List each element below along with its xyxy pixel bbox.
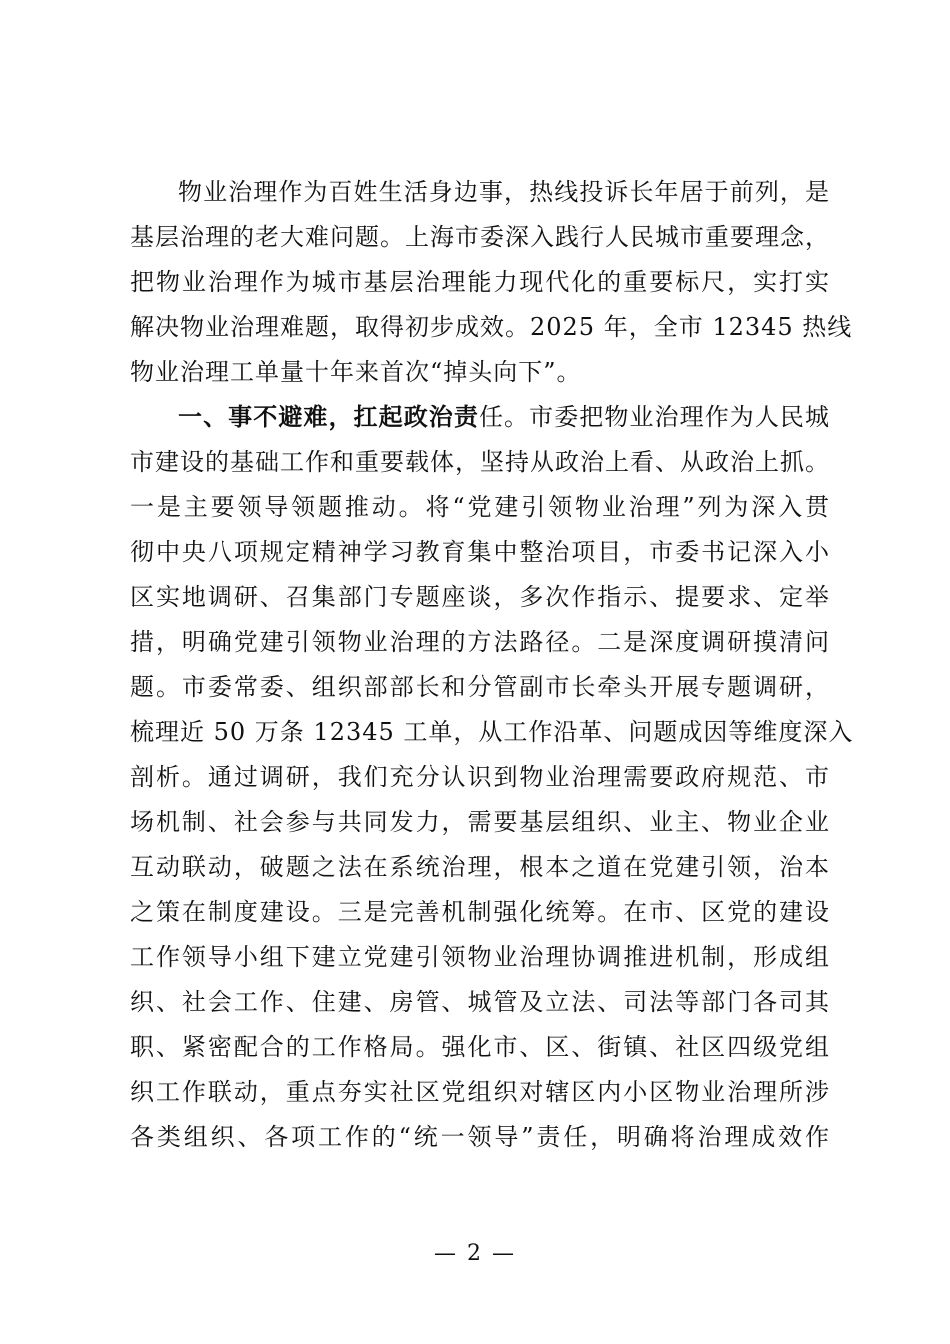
paragraph2-line-2: 市建设的基础工作和重要载体，坚持从政治上看、从政治上抓。 (130, 448, 830, 476)
paragraph2-line-17: 各类组织、各项工作的“统一领导”责任，明确将治理成效作 (130, 1123, 830, 1151)
paragraph2-line-9: 剖析。通过调研，我们充分认识到物业治理需要政府规范、市 (130, 763, 830, 791)
paragraph2-line-12: 之策在制度建设。三是完善机制强化统筹。在市、区党的建设 (130, 898, 830, 926)
paragraph2-line-3: 一是主要领导领题推动。将“党建引领物业治理”列为深入贯 (130, 493, 830, 521)
paragraph1-line-5: 物业治理工单量十年来首次“掉头向下”。 (130, 358, 582, 386)
paragraph2-line-7: 题。市委常委、组织部部长和分管副市长牵头开展专题调研， (130, 673, 830, 701)
paragraph2-line-4: 彻中央八项规定精神学习教育集中整治项目，市委书记深入小 (130, 538, 830, 566)
paragraph2-line-14: 织、社会工作、住建、房管、城管及立法、司法等部门各司其 (130, 988, 830, 1016)
paragraph2-line-5: 区实地调研、召集部门专题座谈，多次作指示、提要求、定举 (130, 583, 830, 611)
paragraph1-line-4: 解决物业治理难题，取得初步成效。2025 年，全市 12345 热线 (130, 313, 853, 341)
paragraph2-line-10: 场机制、社会参与共同发力，需要基层组织、业主、物业企业 (130, 808, 830, 836)
paragraph1-line-3: 把物业治理作为城市基层治理能力现代化的重要标尺，实打实 (130, 268, 830, 296)
paragraph1-line-2: 基层治理的老大难问题。上海市委深入践行人民城市重要理念， (130, 223, 830, 251)
paragraph2-line-1 (130, 395, 830, 440)
page-number: — 2 — (434, 1241, 516, 1266)
paragraph2-line-6: 措，明确党建引领物业治理的方法路径。二是深度调研摸清问 (130, 628, 830, 656)
paragraph2-line-1-rest: 任。市委把物业治理作为人民城 (478, 403, 831, 431)
paragraph2-line-16: 织工作联动，重点夯实社区党组织对辖区内小区物业治理所涉 (130, 1078, 830, 1106)
paragraph2-line-15: 职、紧密配合的工作格局。强化市、区、街镇、社区四级党组 (130, 1033, 830, 1061)
section-heading: 一、事不避难，扛起政治责 (178, 403, 479, 431)
paragraph1-line-1: 物业治理作为百姓生活身边事，热线投诉长年居于前列，是 (178, 178, 830, 206)
document-body (130, 170, 854, 1160)
paragraph2-line-8: 梳理近 50 万条 12345 工单，从工作沿革、问题成因等维度深入 (130, 718, 854, 746)
paragraph2-line-11: 互动联动，破题之法在系统治理，根本之道在党建引领，治本 (130, 853, 830, 881)
paragraph2-line-13: 工作领导小组下建立党建引领物业治理协调推进机制，形成组 (130, 943, 830, 971)
